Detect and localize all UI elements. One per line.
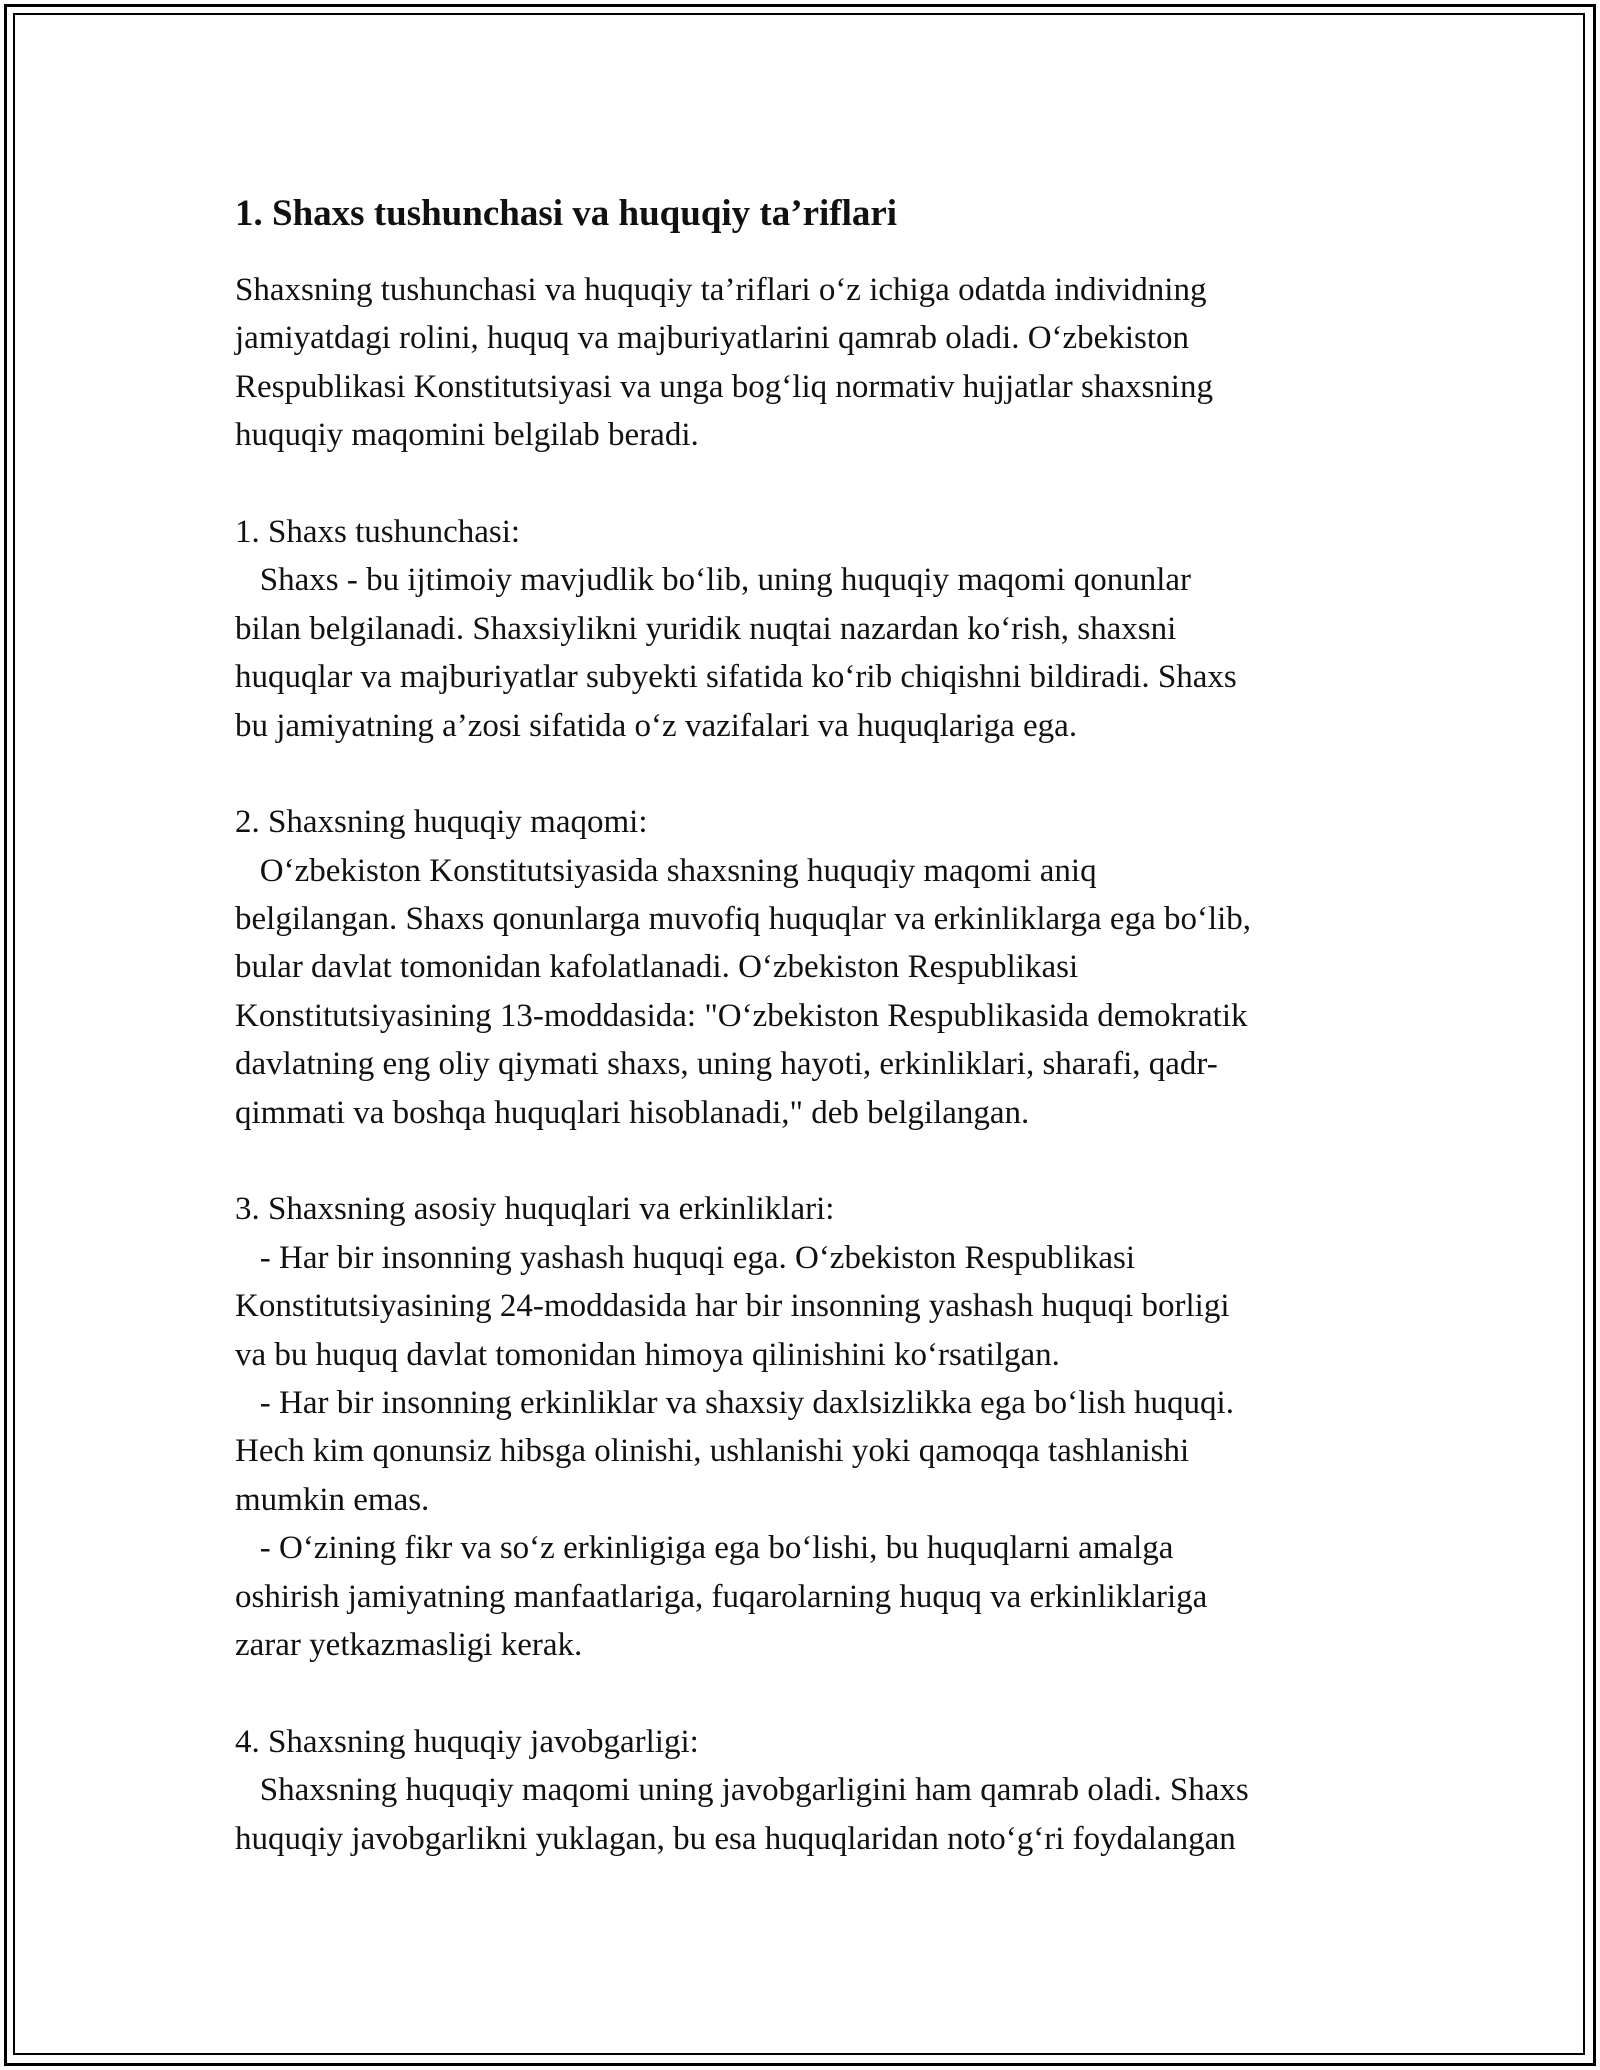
section-line: bular davlat tomonidan kafolatlanadi. O‘zbekiston Respublikasi	[235, 949, 1079, 986]
section-line: - O‘zining fikr va so‘z erkinligiga ega bo‘lishi, bu huquqlarni amalga	[235, 1530, 1174, 1567]
intro-line: Shaxsning tushunchasi va huquqiy ta’riflari o‘z ichiga odatda individning	[235, 272, 1207, 308]
section-line: mumkin emas.	[235, 1481, 430, 1518]
section-line: Konstitutsiyasining 24-moddasida har bir insonning yashash huquqi borligi	[235, 1288, 1230, 1325]
paragraph-gap	[235, 1137, 1385, 1185]
intro-line: huquqiy maqomini belgilab beradi.	[235, 417, 699, 454]
intro-paragraph	[235, 266, 1385, 460]
section-line: bilan belgilanadi. Shaxsiylikni yuridik nuqtai nazardan ko‘rish, shaxsni	[235, 610, 1177, 647]
section-line: Konstitutsiyasining 13-moddasida: "O‘zbekiston Respublikasida demokratik	[235, 997, 1248, 1034]
section-line: huquqiy javobgarlikni yuklagan, bu esa huquqlaridan noto‘g‘ri foydalangan	[235, 1820, 1236, 1857]
section-heading: 1. Shaxs tushunchasi:	[235, 513, 521, 550]
section-line: Hech kim qonunsiz hibsga olinishi, ushlanishi yoki qamoqqa tashlanishi	[235, 1433, 1190, 1470]
section-line: huquqlar va majburiyatlar subyekti sifatida ko‘rib chiqishni bildiradi. Shaxs	[235, 659, 1237, 696]
section-3	[235, 1185, 1385, 1669]
section-line: O‘zbekiston Konstitutsiyasida shaxsning huquqiy maqomi aniq	[235, 852, 1097, 889]
paragraph-gap	[235, 750, 1385, 798]
section-line: - Har bir insonning yashash huquqi ega. O‘zbekiston Respublikasi	[235, 1239, 1136, 1276]
section-line: va bu huquq davlat tomonidan himoya qilinishini ko‘rsatilgan.	[235, 1336, 1060, 1373]
intro-line: jamiyatdagi rolini, huquq va majburiyatlarini qamrab oladi. O‘zbekiston	[235, 320, 1190, 357]
document-title: 1. Shaxs tushunchasi va huquqiy ta’riflari	[235, 193, 898, 234]
section-line: qimmati va boshqa huquqlari hisoblanadi," deb belgilangan.	[235, 1094, 1030, 1131]
section-heading: 3. Shaxsning asosiy huquqlari va erkinliklari:	[235, 1191, 835, 1228]
section-line: Shaxsning huquqiy maqomi uning javobgarligini ham qamrab oladi. Shaxs	[235, 1772, 1249, 1809]
paragraph-gap	[235, 1669, 1385, 1717]
section-line: zarar yetkazmasligi kerak.	[235, 1626, 583, 1663]
section-line: belgilangan. Shaxs qonunlarga muvofiq huquqlar va erkinliklarga ega bo‘lib,	[235, 901, 1252, 938]
section-2	[235, 798, 1385, 1137]
section-heading: 2. Shaxsning huquqiy maqomi:	[235, 804, 648, 841]
intro-line: Respublikasi Konstitutsiyasi va unga bog‘liq normativ hujjatlar shaxsning	[235, 368, 1213, 405]
document-page	[235, 186, 1385, 1863]
section-heading: 4. Shaxsning huquqiy javobgarligi:	[235, 1723, 699, 1760]
section-line: bu jamiyatning a’zosi sifatida o‘z vazifalari va huquqlariga ega.	[235, 707, 1078, 744]
paragraph-gap	[235, 460, 1385, 508]
section-line: - Har bir insonning erkinliklar va shaxsiy daxlsizlikka ega bo‘lish huquqi.	[235, 1384, 1234, 1421]
section-line: Shaxs - bu ijtimoiy mavjudlik bo‘lib, uning huquqiy maqomi qonunlar	[235, 562, 1192, 599]
section-4	[235, 1718, 1385, 1863]
section-1	[235, 508, 1385, 750]
section-line: davlatning eng oliy qiymati shaxs, uning hayoti, erkinliklari, sharafi, qadr-	[235, 1046, 1218, 1083]
section-line: oshirish jamiyatning manfaatlariga, fuqarolarning huquq va erkinliklariga	[235, 1578, 1208, 1615]
